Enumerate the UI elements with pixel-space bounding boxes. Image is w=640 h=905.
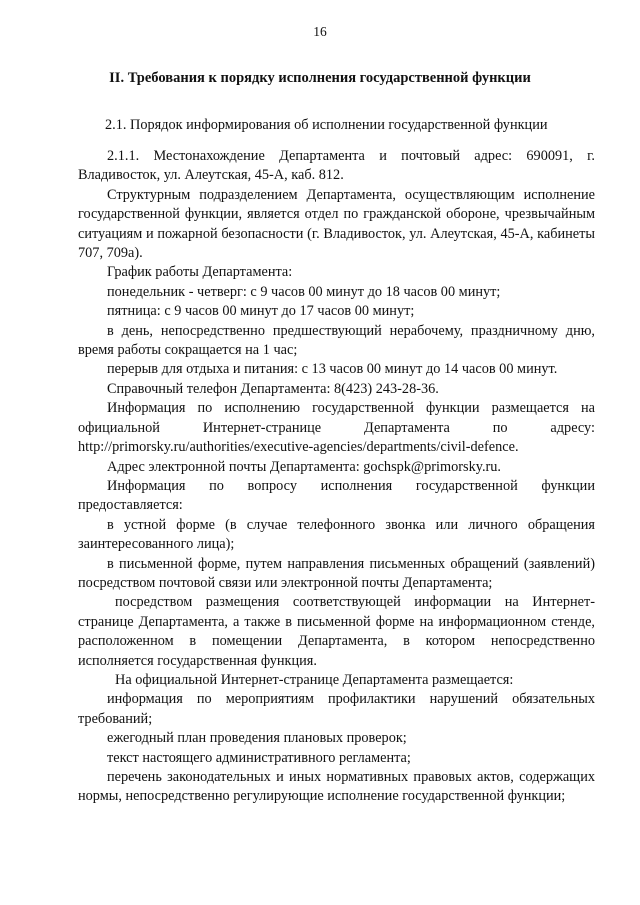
- paragraph-schedule-title: График работы Департамента:: [107, 264, 293, 281]
- subsection-heading: 2.1. Порядок информирования об исполнении государственной функции: [105, 117, 548, 133]
- paragraph-structural-unit: Структурным подразделением Департамента, осуществляющим исполнение государственной функции, является отдел по гражданской обороне, чрезвычайным ситуациям и пожарной безопасности (г. Владивосток, ул. Алеутская, 45-А, кабинеты 707, 709а).: [78, 186, 595, 262]
- page-number: 16: [313, 24, 327, 39]
- paragraph-phone: Справочный телефон Департамента: 8(423) 243-28-36.: [107, 380, 439, 397]
- paragraph-schedule-fri: пятница: с 9 часов 00 минут до 17 часов 00 минут;: [107, 303, 415, 320]
- paragraph-prevention-info: информация по мероприятиям профилактики нарушений обязательных требований;: [78, 691, 595, 727]
- paragraph-pre-holiday: в день, непосредственно предшествующий нерабочему, праздничному дню, время работы сокращается на 1 час;: [78, 322, 595, 359]
- paragraph-oral-form: в устной форме (в случае телефонного звонка или личного обращения заинтересованного лица);: [78, 516, 595, 553]
- paragraph-regulation-text: текст настоящего административного регламента;: [107, 749, 411, 766]
- paragraph-location: 2.1.1. Местонахождение Департамента и почтовый адрес: 690091, г. Владивосток, ул. Алеутская, 45-А, каб. 812.: [78, 148, 595, 184]
- paragraph-info-provided: Информация по вопросу исполнения государственной функции предоставляется:: [78, 477, 595, 514]
- paragraph-legal-acts: перечень законодательных и иных нормативных правовых актов, содержащих нормы, непосредственно регулирующие исполнение государственной функции;: [78, 769, 595, 805]
- paragraph-internet-stand: посредством размещения соответствующей информации на Интернет-странице Департамента, а также в письменной форме на информационном стенде, расположенном в помещении Департамента, в котором непосредственно исполняется государственная функция.: [78, 594, 595, 669]
- paragraph-email: Адрес электронной почты Департамента: gochspk@primorsky.ru.: [107, 458, 502, 475]
- paragraph-schedule-mon-thu: понедельник - четверг: с 9 часов 00 минут до 18 часов 00 минут;: [107, 283, 501, 300]
- body-text: [78, 139, 595, 807]
- paragraph-website-posted: На официальной Интернет-странице Департамента размещается:: [115, 671, 514, 688]
- paragraph-annual-plan: ежегодный план проведения плановых проверок;: [107, 730, 407, 747]
- paragraph-written-form: в письменной форме, путем направления письменных обращений (заявлений) посредством почтовой связи или электронной почты Департамента;: [78, 555, 595, 591]
- paragraph-break: перерыв для отдыха и питания: с 13 часов 00 минут до 14 часов 00 минут.: [107, 361, 558, 378]
- paragraph-website: Информация по исполнению государственной функции размещается на официальной Интернет-странице Департамента по адресу: http://primorsky.ru/authorities/executive-agencies/departments/civil-defence.: [78, 400, 595, 456]
- section-heading: II. Требования к порядку исполнения государственной функции: [109, 70, 531, 86]
